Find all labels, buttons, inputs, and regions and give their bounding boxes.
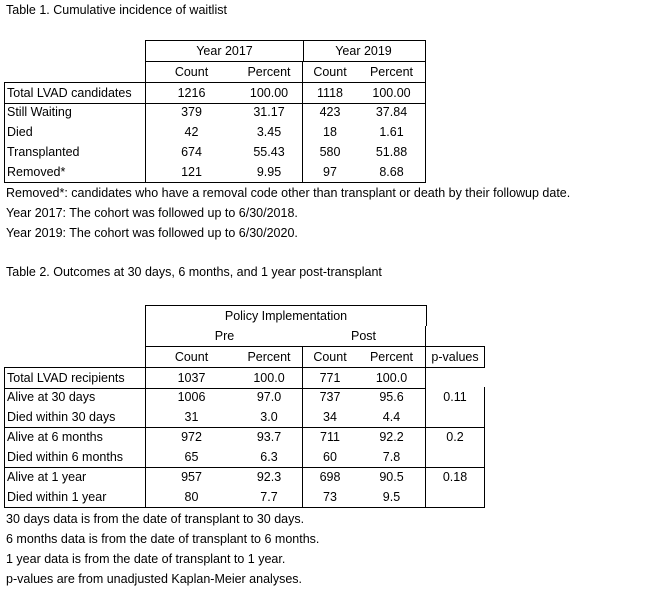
- table1-group-header: Year 2019: [302, 40, 426, 61]
- table2-cell: 93.7: [236, 427, 303, 447]
- table1-cell: 423: [319, 105, 341, 119]
- table2-cell: 34: [302, 407, 358, 428]
- table2-pvalue: 0.11: [426, 387, 485, 407]
- table1-cell: 379: [145, 102, 237, 122]
- table2-note: 6 months data is from the date of transplant to 6 months.: [6, 532, 320, 546]
- table2-note: 1 year data is from the date of transplant to 1 year.: [6, 552, 286, 566]
- table2-cell: 4.4: [358, 407, 426, 428]
- table1-cell: 51.88: [358, 142, 426, 162]
- table2-row-label: Alive at 1 year: [4, 467, 146, 487]
- table2-col-header: p-values: [426, 346, 485, 368]
- table1-row-label: Still Waiting: [4, 102, 146, 122]
- table2-cell: 100.0: [358, 367, 426, 389]
- table2-cell: 60: [302, 447, 358, 468]
- table2-cell: 698: [319, 470, 341, 484]
- table1-cell: 1216: [145, 82, 237, 104]
- table2-title: Table 2. Outcomes at 30 days, 6 months, and 1 year post-transplant: [6, 265, 382, 279]
- table2-group-header: Post: [302, 326, 426, 346]
- table2-cell: 1037: [145, 367, 237, 389]
- table2-note: p-values are from unadjusted Kaplan-Meier analyses.: [6, 572, 302, 586]
- table2-pvalue: 0.2: [426, 427, 485, 447]
- table1-cell: 100.00: [236, 82, 303, 104]
- table2-cell: 92.2: [358, 427, 426, 447]
- table2-pvalue: [426, 487, 485, 508]
- table2-pvalue: 0.18: [426, 467, 485, 487]
- table1-row-label: Died: [4, 122, 146, 142]
- table1-cell: 1118: [302, 82, 358, 104]
- table2-row-label: Died within 6 months: [4, 447, 146, 468]
- table1-cell: 31.17: [236, 102, 303, 122]
- table2-group-header: Pre: [145, 326, 303, 346]
- table1-row-label: Total LVAD candidates: [4, 82, 146, 104]
- table2-row-label: Alive at 30 days: [4, 387, 146, 407]
- table1-group-header: Year 2017: [145, 40, 304, 61]
- table1-cell: 97: [302, 162, 358, 183]
- table2-note: 30 days data is from the date of transplant to 30 days.: [6, 512, 305, 526]
- table2-super-header: Policy Implementation: [145, 305, 427, 326]
- table2-cell: 7.7: [236, 487, 303, 508]
- table2-col-header: Percent: [358, 346, 426, 367]
- table2-cell: 9.5: [358, 487, 426, 508]
- table2-cell: 7.8: [358, 447, 426, 468]
- table2-cell: 3.0: [236, 407, 303, 428]
- table2-cell: 97.0: [236, 387, 303, 407]
- table1-note: Year 2017: The cohort was followed up to 6/30/2018.: [6, 206, 298, 220]
- table2-cell: 95.6: [358, 387, 426, 407]
- table2-row-label: Alive at 6 months: [4, 427, 146, 447]
- table1-cell: 121: [145, 162, 237, 183]
- table2-cell: 90.5: [358, 467, 426, 487]
- table1-col-header: Percent: [358, 61, 426, 82]
- table1-cell: 18: [323, 125, 337, 139]
- table2-cell: 957: [145, 467, 237, 487]
- table1-cell: 580: [319, 145, 341, 159]
- table2-row-label: Died within 1 year: [4, 487, 146, 508]
- table2-cell: 771: [302, 367, 358, 389]
- table1-cell: 8.68: [358, 162, 426, 183]
- table1-cell: 1.61: [358, 122, 426, 142]
- table1-cell: 9.95: [236, 162, 303, 183]
- table2-col-header: Percent: [236, 346, 303, 367]
- table1-cell: 37.84: [358, 102, 426, 122]
- table1-cell: 42: [145, 122, 237, 142]
- table1-col-header: Percent: [236, 61, 303, 82]
- table2-row-label: Total LVAD recipients: [4, 367, 146, 389]
- table1-cell: 100.00: [358, 82, 426, 104]
- table1-row-label: Transplanted: [4, 142, 146, 162]
- table2-cell: 92.3: [236, 467, 303, 487]
- table2-col-header: Count: [145, 346, 237, 367]
- table2-cell: 6.3: [236, 447, 303, 468]
- table2-cell: 737: [319, 390, 341, 404]
- table2-cell: 73: [302, 487, 358, 508]
- table2-cell: 65: [145, 447, 237, 468]
- table1-row-label: Removed*: [4, 162, 146, 183]
- table2-cell: 100.0: [236, 367, 303, 389]
- table1-col-header: Count: [302, 61, 358, 82]
- table2-cell: 80: [145, 487, 237, 508]
- table1-title: Table 1. Cumulative incidence of waitlist: [6, 3, 227, 17]
- table2-cell: 31: [145, 407, 237, 428]
- table2-cell: 1006: [145, 387, 237, 407]
- table2-pvalue: [426, 407, 485, 428]
- table2-row-label: Died within 30 days: [4, 407, 146, 428]
- table1-col-header: Count: [145, 61, 237, 82]
- table2-cell: 972: [145, 427, 237, 447]
- table2-pvalue: [426, 447, 485, 468]
- table2-col-header: Count: [302, 346, 358, 367]
- table1-cell: 55.43: [236, 142, 303, 162]
- table1-note: Year 2019: The cohort was followed up to 6/30/2020.: [6, 226, 298, 240]
- table1-cell: 3.45: [236, 122, 303, 142]
- table1-note: Removed*: candidates who have a removal code other than transplant or death by their followup date.: [6, 186, 571, 200]
- table1-cell: 674: [145, 142, 237, 162]
- table2-cell: 711: [320, 430, 340, 444]
